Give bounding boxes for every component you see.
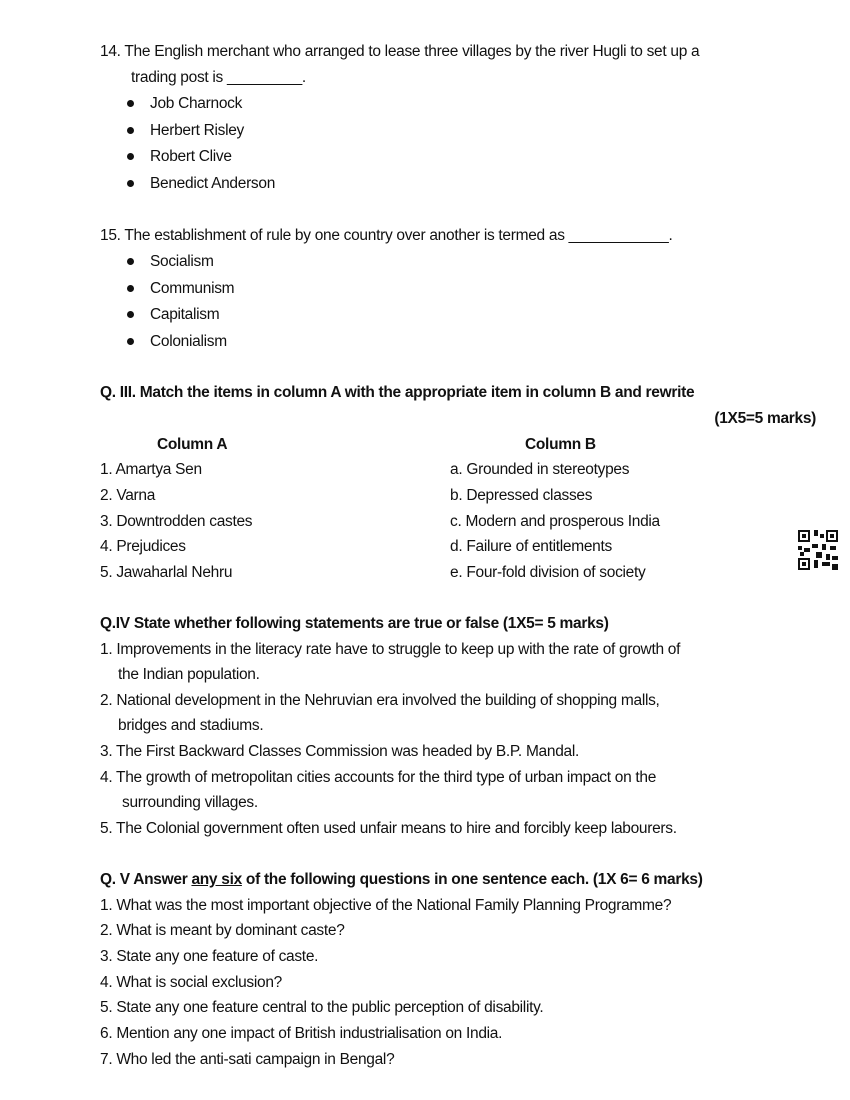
q5-question: 7. Who led the anti-sati campaign in Bengal? [100,1051,395,1068]
col-b-item: c. Modern and prosperous India [450,513,660,530]
q15-option: Socialism [150,253,214,270]
col-a-item: 4. Prejudices [100,538,186,555]
bullet-icon [127,285,134,292]
q3-marks: (1X5=5 marks) [714,410,816,427]
bullet-icon [127,153,134,160]
q3-heading: Q. III. Match the items in column A with the appropriate item in column B and rewrite [100,384,695,401]
qr-code-icon [798,530,838,570]
q15-option: Communism [150,280,235,297]
bullet-icon [127,127,134,134]
q5-question: 3. State any one feature of caste. [100,948,319,965]
col-a-item: 1. Amartya Sen [100,461,202,478]
q4-statement-line: 1. Improvements in the literacy rate have to struggle to keep up with the rate of growth of [100,641,681,658]
bullet-icon [127,258,134,265]
q5-question: 5. State any one feature central to the public perception of disability. [100,999,544,1016]
q14-option: Job Charnock [150,95,243,112]
column-a-header: Column A [157,436,228,453]
col-b-item: a. Grounded in stereotypes [450,461,630,478]
q15-line1: 15. The establishment of rule by one country over another is termed as ____________. [100,227,673,244]
q14-option: Benedict Anderson [150,175,276,192]
q4-statement-line: surrounding villages. [122,794,258,811]
col-b-item: b. Depressed classes [450,487,593,504]
bullet-icon [127,338,134,345]
bullet-icon [127,311,134,318]
q5-question: 4. What is social exclusion? [100,974,282,991]
q5-question: 6. Mention any one impact of British industrialisation on India. [100,1025,503,1042]
q14-line1: 14. The English merchant who arranged to lease three villages by the river Hugli to set up a [100,43,700,60]
q4-statement-line: bridges and stadiums. [118,717,264,734]
q15-option: Capitalism [150,306,220,323]
q4-heading: Q.IV State whether following statements are true or false (1X5= 5 marks) [100,615,609,632]
col-b-item: d. Failure of entitlements [450,538,612,555]
q5-heading-pre: Q. V Answer [100,871,192,888]
q5-heading-post: of the following questions in one sentence each. (1X 6= 6 marks) [241,871,703,888]
col-a-item: 5. Jawaharlal Nehru [100,564,233,581]
q4-statement-line: 3. The First Backward Classes Commission was headed by B.P. Mandal. [100,743,579,760]
bullet-icon [127,180,134,187]
col-b-item: e. Four-fold division of society [450,564,646,581]
q5-heading [100,867,703,893]
q14-option: Robert Clive [150,148,232,165]
column-b-header: Column B [525,436,596,453]
q15-option: Colonialism [150,333,227,350]
q4-statement-line: 4. The growth of metropolitan cities accounts for the third type of urban impact on the [100,769,657,786]
q4-statement-line: 5. The Colonial government often used unfair means to hire and forcibly keep labourers. [100,820,677,837]
bullet-icon [127,100,134,107]
q4-statement-line: 2. National development in the Nehruvian era involved the building of shopping malls, [100,692,660,709]
q14-option: Herbert Risley [150,122,244,139]
q5-heading-underlined: any six [191,871,242,888]
col-a-item: 2. Varna [100,487,156,504]
col-a-item: 3. Downtrodden castes [100,513,253,530]
q5-question: 2. What is meant by dominant caste? [100,922,345,939]
q5-question: 1. What was the most important objective of the National Family Planning Programme? [100,897,672,914]
q4-statement-line: the Indian population. [118,666,260,683]
q14-line2: trading post is _________. [131,69,306,86]
